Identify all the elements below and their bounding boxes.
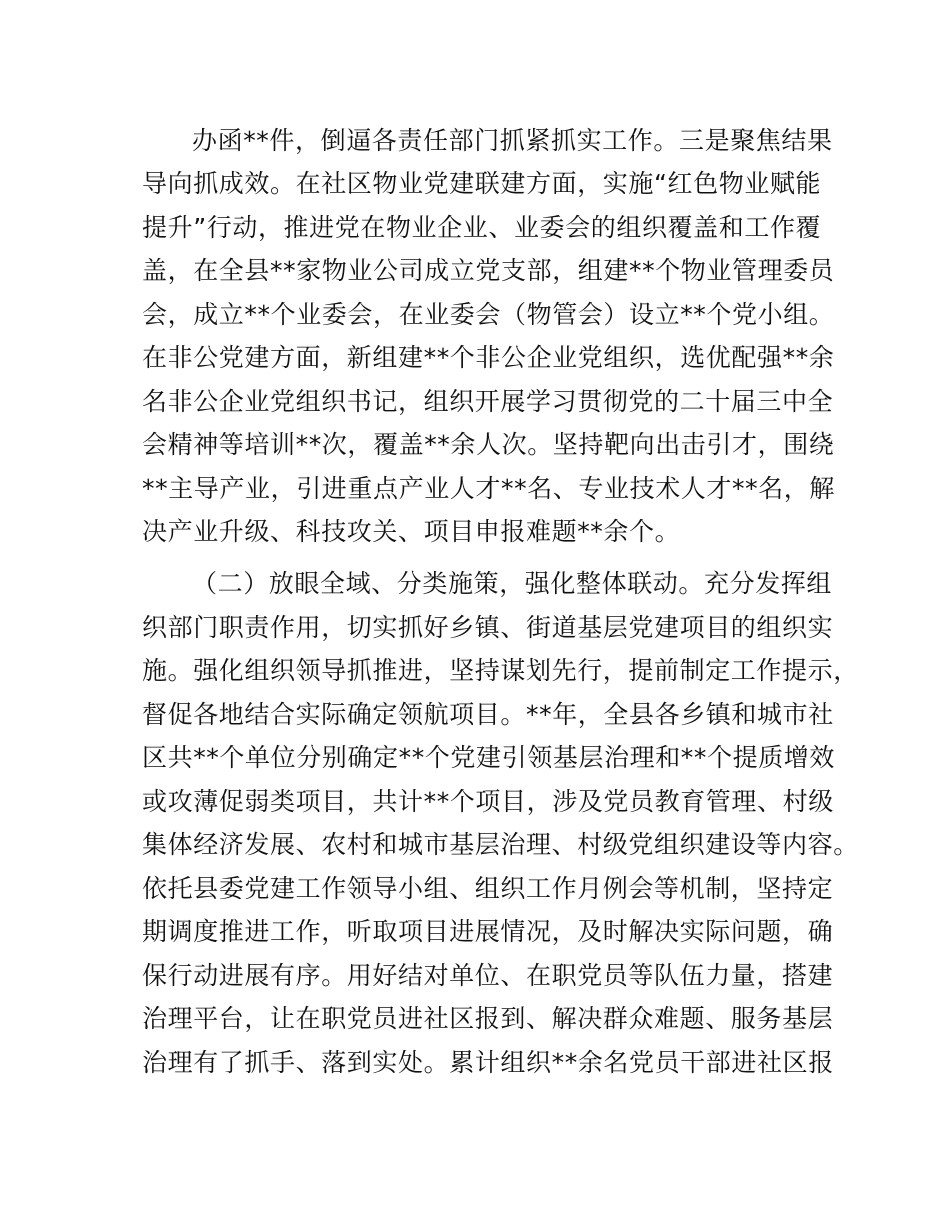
- text-line-16: 或攻薄促弱类项目，共计**个项目，涉及党员教育管理、村级: [142, 787, 834, 816]
- text-line-9: **主导产业，引进重点产业人才**名、专业技术人才**名，解: [142, 474, 836, 503]
- text-line-21: 治理平台，让在职党员进社区报到、解决群众难题、服务基层: [142, 1004, 834, 1033]
- text-line-10: 决产业升级、科技攻关、项目申报难题**余个。: [142, 517, 681, 546]
- text-line-18: 依托县委党建工作领导小组、组织工作月例会等机制，坚持定: [142, 874, 834, 903]
- text-line-6: 在非公党建方面，新组建**个非公企业党组织，选优配强**余: [142, 343, 835, 372]
- text-line-12: 织部门职责作用，切实抓好乡镇、街道基层党建项目的组织实: [142, 613, 834, 642]
- text-line-22: 治理有了抓手、落到实处。累计组织**余名党员干部进社区报: [142, 1048, 834, 1077]
- text-line-11: （二）放眼全域、分类施策，强化整体联动。充分发挥组: [192, 569, 833, 598]
- text-line-15: 区共**个单位分别确定**个党建引领基层治理和**个提质增效: [142, 743, 836, 772]
- text-line-1: 办函**件，倒逼各责任部门抓紧抓实工作。三是聚焦结果: [192, 126, 833, 155]
- text-line-7: 名非公企业党组织书记，组织开展学习贯彻党的二十届三中全: [142, 387, 834, 416]
- text-line-3: 提升”行动，推进党在物业企业、业委会的组织覆盖和工作覆: [142, 213, 822, 242]
- text-line-14: 督促各地结合实际确定领航项目。**年，全县各乡镇和城市社: [142, 700, 834, 729]
- text-line-5: 会，成立**个业委会，在业委会（物管会）设立**个党小组。: [142, 300, 835, 329]
- text-line-13: 施。强化组织领导抓推进，坚持谋划先行，提前制定工作提示，: [142, 656, 859, 685]
- text-line-19: 期调度推进工作，听取项目进展情况，及时解决实际问题，确: [142, 917, 834, 946]
- text-line-17: 集体经济发展、农村和城市基层治理、村级党组织建设等内容。: [142, 830, 859, 859]
- text-line-2: 导向抓成效。在社区物业党建联建方面，实施“红色物业赋能: [142, 169, 822, 198]
- text-line-8: 会精神等培训**次，覆盖**余人次。坚持靶向出击引才，围绕: [142, 430, 835, 459]
- text-line-20: 保行动进展有序。用好结对单位、在职党员等队伍力量，搭建: [142, 961, 834, 990]
- text-line-4: 盖，在全县**家物业公司成立党支部，组建**个物业管理委员: [142, 256, 835, 285]
